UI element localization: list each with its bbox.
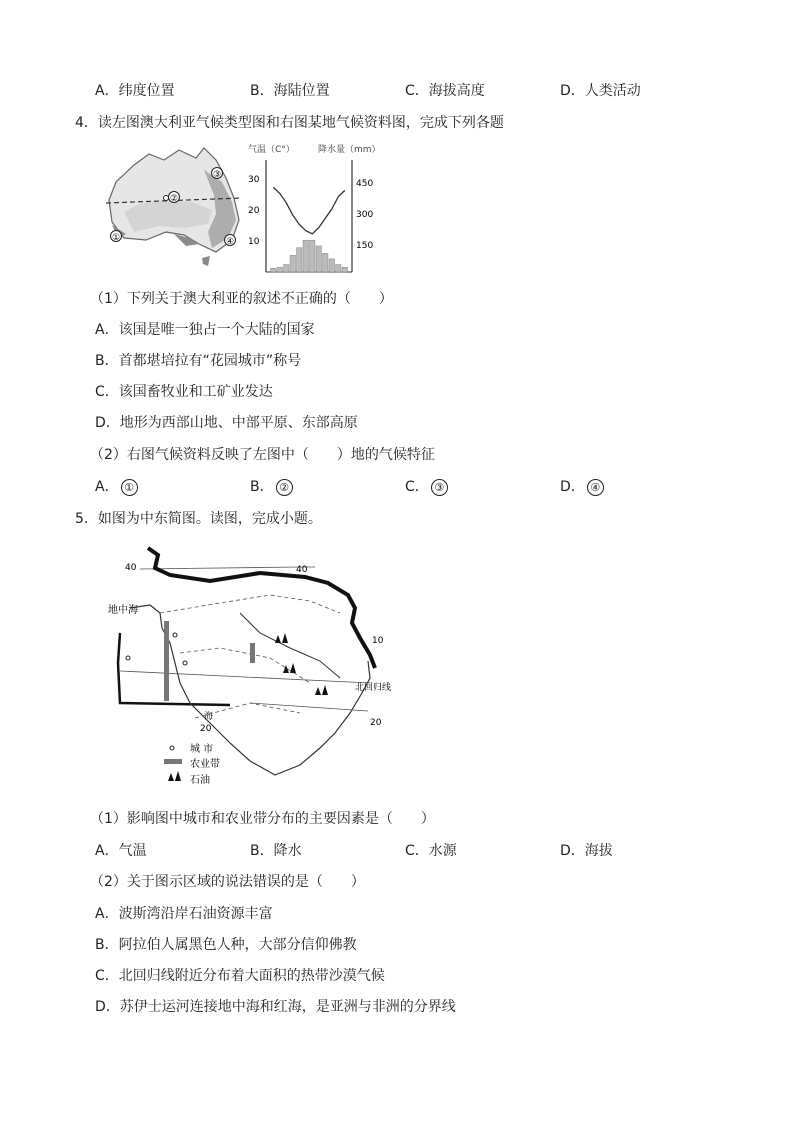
q4-sub2-option-a: A． ①	[95, 478, 138, 496]
q4-sub1-option-d: D．地形为西部山地、中部平原、东部高原	[95, 415, 358, 431]
legend-oil-icon	[168, 771, 181, 781]
right-tick-300: 300	[356, 210, 374, 220]
q5-sub1-question: （1）影响图中城市和农业带分布的主要因素是（ ）	[90, 811, 435, 827]
precip-bar	[284, 265, 290, 273]
precip-bar	[310, 240, 316, 272]
q3-option-a: A．纬度位置	[95, 83, 175, 99]
right-tick-150: 150	[356, 241, 374, 251]
q5-sub2-option-d: D．苏伊士运河连接地中海和红海，是亚洲与非洲的分界线	[95, 999, 456, 1015]
q5-sub1-option-d: D．海拔	[560, 843, 613, 859]
map-label-4: ④	[225, 237, 235, 247]
precip-bar	[297, 248, 303, 272]
precip-bar	[329, 259, 335, 272]
lat-20-right: 20	[370, 718, 382, 728]
q5-sub1-option-b: B．降水	[250, 843, 302, 859]
middle-east-map	[100, 543, 400, 803]
q5-sub1-option-c: C．水源	[405, 843, 457, 859]
precip-bar	[277, 267, 283, 272]
legend-city-icon	[170, 746, 174, 750]
left-tick-30: 30	[248, 175, 260, 185]
city-marker	[126, 656, 130, 660]
map-label-2: ②	[169, 194, 179, 204]
lat-40-left: 40	[125, 563, 137, 573]
tropic-label: 北回归线	[355, 683, 392, 693]
q4-sub2-option-d: D． ④	[560, 478, 604, 496]
q4-sub2-option-c: C． ③	[405, 478, 448, 496]
q4-stem: 4．读左图澳大利亚气候类型图和右图某地气候资料图，完成下列各题	[75, 115, 504, 131]
q4-sub1-question: （1）下列关于澳大利亚的叙述不正确的（ ）	[90, 291, 393, 307]
legend-agriculture: 农业带	[190, 759, 220, 770]
q5-sub2-question: （2）关于图示区域的说法错误的是（ ）	[90, 874, 365, 890]
q3-option-d: D．人类活动	[560, 83, 641, 99]
city-marker	[173, 633, 177, 637]
chart-ylabel-left: 气温（C°）	[248, 145, 295, 155]
map-label-1: ①	[111, 233, 121, 243]
climate-chart	[244, 140, 384, 276]
precip-bar	[336, 265, 342, 273]
left-tick-10: 10	[248, 237, 260, 247]
q4-sub1-option-c: C．该国畜牧业和工矿业发达	[95, 384, 273, 400]
q4-sub2-question: （2）右图气候资料反映了左图中（ ）地的气候特征	[90, 447, 435, 463]
lat-20-left: 20	[200, 724, 212, 734]
q3-option-c: C．海拔高度	[405, 83, 485, 99]
precip-bar	[323, 253, 329, 272]
sea-label: 海	[204, 712, 214, 722]
precip-bar	[342, 267, 348, 272]
chart-ylabel-right: 降水量（mm）	[318, 145, 381, 155]
q5-sub2-option-a: A．波斯湾沿岸石油资源丰富	[95, 906, 273, 922]
lat-40-right: 40	[296, 565, 308, 575]
label-10: 10	[372, 636, 384, 646]
q5-stem: 5．如图为中东简图。读图，完成小题。	[75, 511, 322, 527]
oil-marker	[283, 663, 296, 673]
agriculture-belt-nile	[164, 621, 169, 701]
q5-sub2-option-c: C．北回归线附近分布着大面积的热带沙漠气候	[95, 968, 385, 984]
legend-oil: 石油	[190, 775, 210, 786]
oil-marker	[315, 685, 328, 695]
australia-climate-map	[104, 140, 246, 276]
q5-sub1-option-a: A．气温	[95, 843, 147, 859]
q4-sub2-option-b: B． ②	[250, 478, 293, 496]
oil-marker	[275, 633, 288, 643]
q5-sub2-option-b: B．阿拉伯人属黑色人种，大部分信仰佛教	[95, 937, 357, 953]
precip-bar	[303, 240, 309, 272]
q4-sub1-option-b: B．首都堪培拉有“花园城市”称号	[95, 353, 302, 369]
precip-bar	[290, 255, 296, 272]
legend-agriculture-icon	[164, 759, 182, 764]
q4-sub1-option-a: A．该国是唯一独占一个大陆的国家	[95, 322, 315, 338]
q3-option-b: B．海陆位置	[250, 83, 330, 99]
precip-bar	[316, 246, 322, 272]
city-marker	[183, 661, 187, 665]
agriculture-belt-mesopotamia	[250, 643, 255, 663]
precip-bar	[271, 268, 277, 272]
right-tick-450: 450	[356, 179, 374, 189]
med-sea-label: 地中海	[108, 605, 138, 616]
left-tick-20: 20	[248, 206, 260, 216]
legend-city: 城 市	[190, 744, 214, 755]
map-label-3: ③	[212, 170, 222, 180]
temperature-curve	[273, 187, 345, 234]
